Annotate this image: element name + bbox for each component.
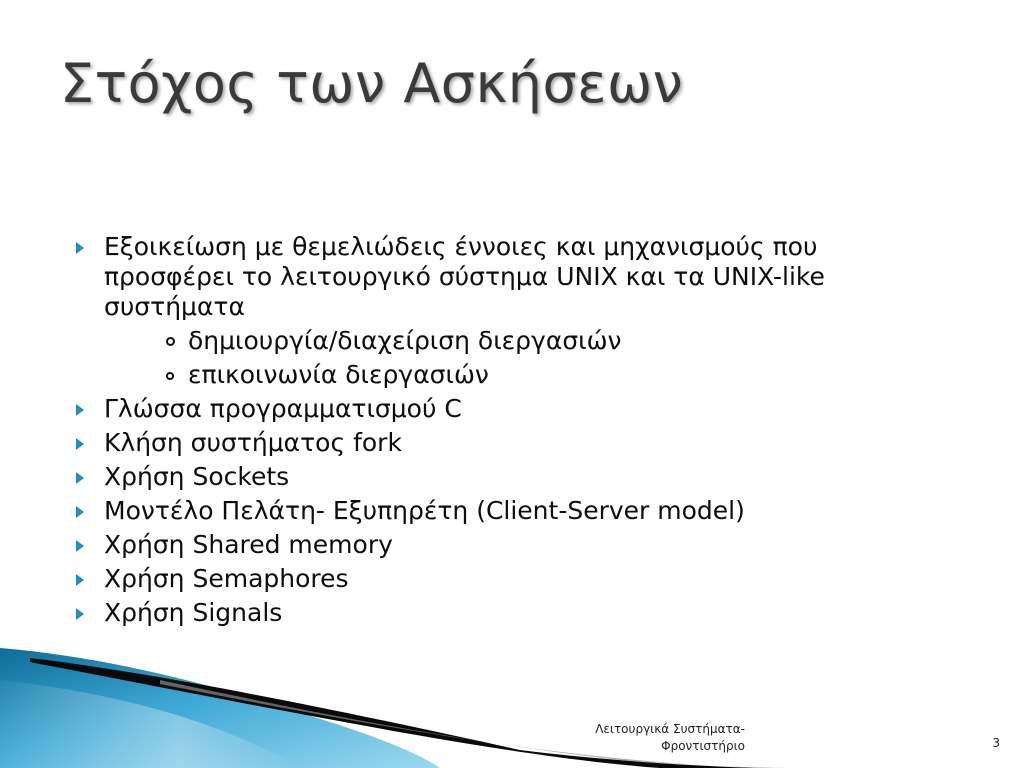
- bullet-text: Χρήση Sockets: [104, 462, 290, 491]
- sub-bullet-text: επικοινωνία διεργασιών: [188, 360, 489, 389]
- bullet-text: Χρήση Semaphores: [104, 564, 349, 593]
- triangle-right-icon: [76, 242, 84, 254]
- circle-outline-icon: [166, 337, 175, 346]
- triangle-right-icon: [76, 438, 84, 450]
- bullet-item: [76, 394, 936, 424]
- bullet-text: Χρήση Signals: [104, 598, 283, 627]
- bullet-item: [76, 564, 936, 594]
- triangle-right-icon: [76, 574, 84, 586]
- bullet-item: [76, 530, 936, 560]
- footer-line: Λειτουργικά Συστήματα-: [595, 722, 745, 736]
- bullet-text: Χρήση Shared memory: [104, 530, 393, 559]
- triangle-right-icon: [76, 506, 84, 518]
- sub-bullet-text: δημιουργία/διαχείριση διεργασιών: [188, 326, 622, 355]
- triangle-right-icon: [76, 540, 84, 552]
- triangle-right-icon: [76, 404, 84, 416]
- bullet-item: [76, 462, 936, 492]
- footer-line: Φροντιστήριο: [661, 739, 745, 753]
- bullet-list: [76, 232, 936, 632]
- triangle-right-icon: [76, 472, 84, 484]
- bullet-text: Εξοικείωση με θεμελιώδεις έννοιες και μηχανισμούς που προσφέρει το λειτουργικό σύστημα UNIX και τα UNIX-like συστήματα: [104, 232, 825, 321]
- decorative-wave-band: [0, 600, 1024, 768]
- bullet-item: [76, 428, 936, 458]
- bullet-text: Κλήση συστήματος fork: [104, 428, 402, 457]
- bullet-item: [76, 232, 936, 322]
- bullet-text: Μοντέλο Πελάτη- Εξυπηρέτη (Client-Server model): [104, 496, 745, 525]
- bullet-text: Γλώσσα προγραμματισμού C: [104, 394, 462, 423]
- slide-title: Στόχος των Ασκήσεων: [60, 52, 684, 115]
- page-number: 3: [992, 736, 1000, 750]
- bullet-item: [76, 496, 936, 526]
- sub-bullet-item: [76, 326, 936, 356]
- circle-outline-icon: [166, 372, 174, 380]
- sub-bullet-item: [76, 360, 936, 390]
- footer-course-name: [540, 721, 745, 755]
